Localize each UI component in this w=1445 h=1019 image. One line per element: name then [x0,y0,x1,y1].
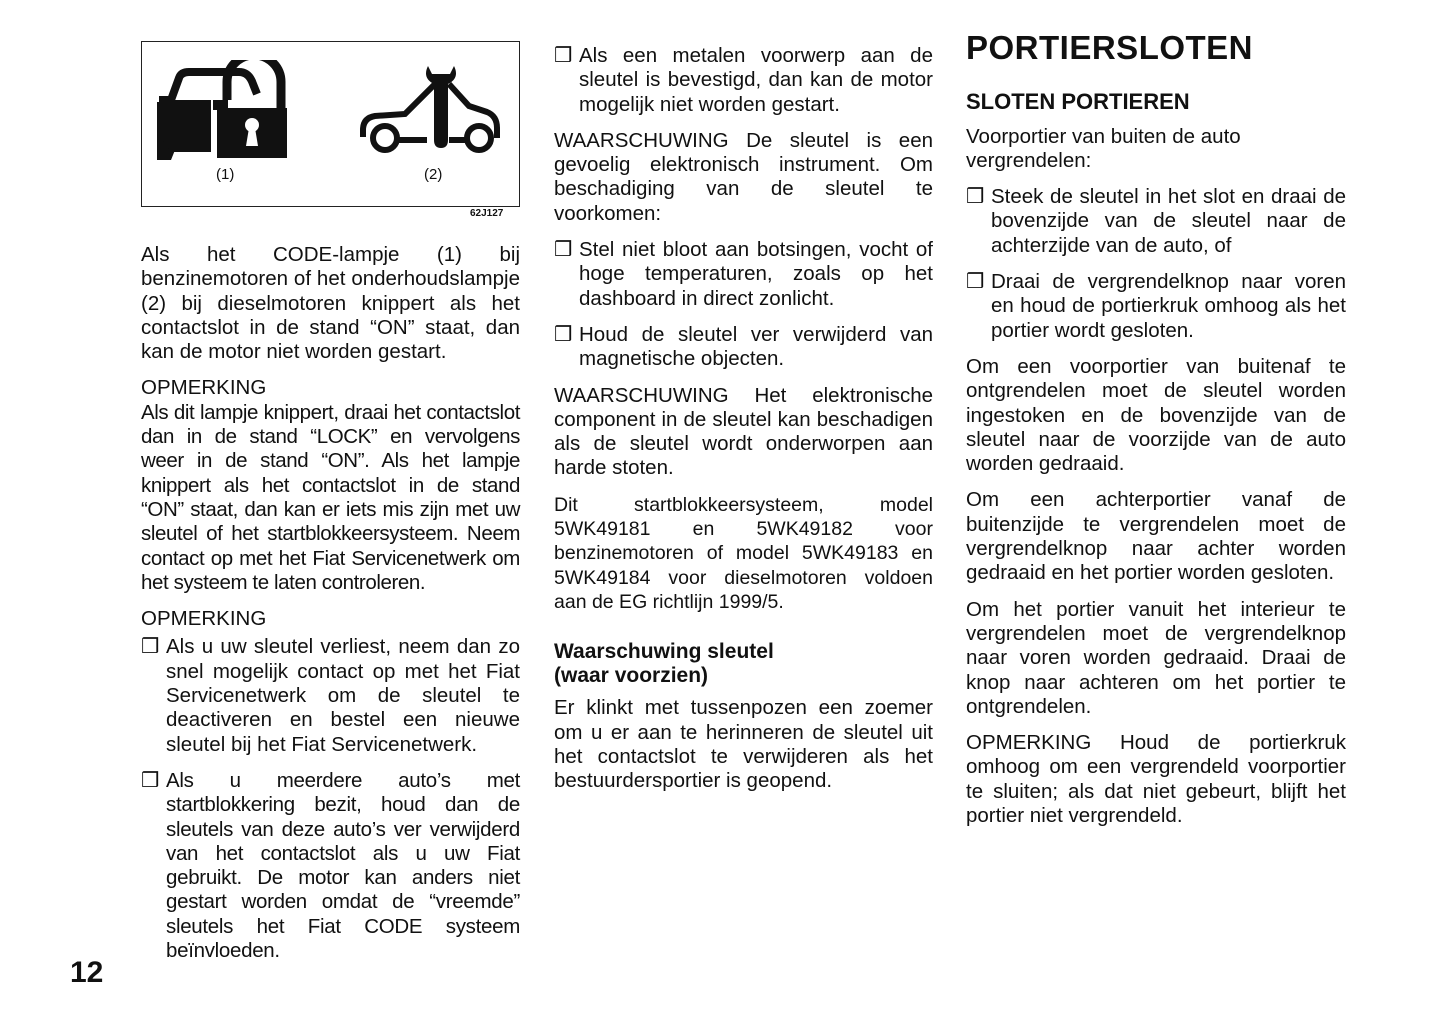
note-heading: OPMERKING [141,376,267,400]
page-number: 12 [70,956,104,989]
checkbox-bullet-icon: ❒ [554,238,573,262]
list-item [554,323,933,372]
car-padlock-icon [157,60,289,160]
compliance-paragraph: Dit startblokkeersysteem, model 5WK49181 en 5WK49182 voor benzinemotoren of model 5WK49183 en 5WK49184 voor dieselmotoren voldoen aan de EG richtlijn 1999/5. [554,493,933,613]
checkbox-bullet-icon: ❒ [554,44,573,67]
checkbox-bullet-icon: ❒ [141,768,160,792]
figure-code: 62J127 [470,208,504,219]
list-item [554,238,933,311]
checkbox-bullet-icon: ❒ [141,635,160,659]
page-title: PORTIERSLOTEN [966,29,1254,66]
body-paragraph: Om het portier vanuit het interieur te vergrendelen moet de vergrendelknop naar voren worden gedraaid. Draai de knop naar achteren om het portier te ontgrendelen. [966,597,1346,718]
intro-paragraph: Voorportier van buiten de auto vergrendelen: [966,124,1241,172]
warning-paragraph: WAARSCHUWING De sleutel is een gevoelig elektronisch instrument. Om beschadiging van de sleutel te voorkomen: [554,128,933,225]
list-item-text: Steek de sleutel in het slot en draai de bovenzijde van de sleutel naar de achterzijde van de auto, of [991,185,1346,257]
car-wrench-icon [357,62,502,157]
warning-lights-figure [141,41,520,207]
checkbox-bullet-icon: ❒ [966,270,985,294]
section-heading: Waarschuwing sleutel (waar voorzien) [554,640,774,688]
list-item-text: Stel niet bloot aan botsingen, vocht of hoge temperaturen, zoals op het dashboard in direct zonlicht. [579,238,933,310]
list-item-text: Draai de vergrendelknop naar voren en houd de portierkruk omhoog als het portier wordt gesloten. [991,270,1346,342]
section-heading: SLOTEN PORTIEREN [966,89,1190,115]
checkbox-bullet-icon: ❒ [966,185,985,209]
note-paragraph: OPMERKING Houd de portierkruk omhoog om een vergrendeld voorportier te sluiten; als dat niet gebeurt, blijft het portier niet vergrendeld. [966,731,1346,828]
list-item [141,769,520,963]
figure-label-1: (1) [216,166,235,183]
code-lamp-paragraph: Als het CODE-lampje (1) bij benzinemotoren of het onderhoudslampje (2) bij dieselmotoren knippert als het contactslot in de stand “ON” staat, dan kan de motor niet worden gestart. [141,243,520,364]
list-item [966,270,1346,343]
buzzer-paragraph: Er klinkt met tussenpozen een zoemer om u er aan te herinneren de sleutel uit het contactslot te verwijderen als het bestuurdersportier is geopend. [554,696,933,793]
list-item-text: Als u meerdere auto’s met startblokkering bezit, houd dan de sleutels van deze auto’s ver verwijderd van het contactslot als u uw Fiat gebruikt. De motor kan anders niet gestart worden omdat de “vreemde” sleutels het Fiat CODE systeem beïnvloeden. [166,768,520,963]
warning-paragraph: WAARSCHUWING Het elektronische component in de sleutel kan beschadigen als de sleutel wordt onderworpen aan harde stoten. [554,383,933,480]
column-2 [554,44,933,805]
figure-label-2: (2) [424,166,443,183]
note-heading: OPMERKING [141,607,267,631]
body-paragraph: Om een achterportier vanaf de buitenzijde te vergrendelen moet de vergrendelknop naar achter worden gedraaid en het portier worden gesloten. [966,488,1346,585]
list-item [141,635,520,756]
list-item-text: Houd de sleutel ver verwijderd van magnetische objecten. [579,322,933,371]
column-1 [141,243,520,975]
list-item [966,185,1346,258]
checkbox-bullet-icon: ❒ [554,322,573,346]
list-item-text: Als u uw sleutel verliest, neem dan zo snel mogelijk contact op met het Fiat Servicenetwerk om de sleutel te deactiveren en bestel een nieuwe sleutel bij het Fiat Servicenetwerk. [166,635,520,756]
note-text: Als dit lampje knippert, draai het contactslot dan in de stand “LOCK” en vervolgens weer in de stand “ON”. Als het lampje knippert als het contactslot in de stand “ON” staat, dan kan er iets mis zijn met uw sleutel of het startblokkeersysteem. Neem contact op met het Fiat Servicenetwerk om het systeem te laten controleren. [141,400,520,594]
body-paragraph: Om een voorportier van buitenaf te ontgrendelen moet de sleutel worden ingestoken en de bovenzijde van de sleutel naar de voorzijde van de auto worden gedraaid. [966,354,1346,476]
list-item-text: Als een metalen voorwerp aan de sleutel is bevestigd, dan kan de motor mogelijk niet worden gestart. [579,44,933,116]
list-item [554,44,933,117]
column-3 [966,29,1346,840]
